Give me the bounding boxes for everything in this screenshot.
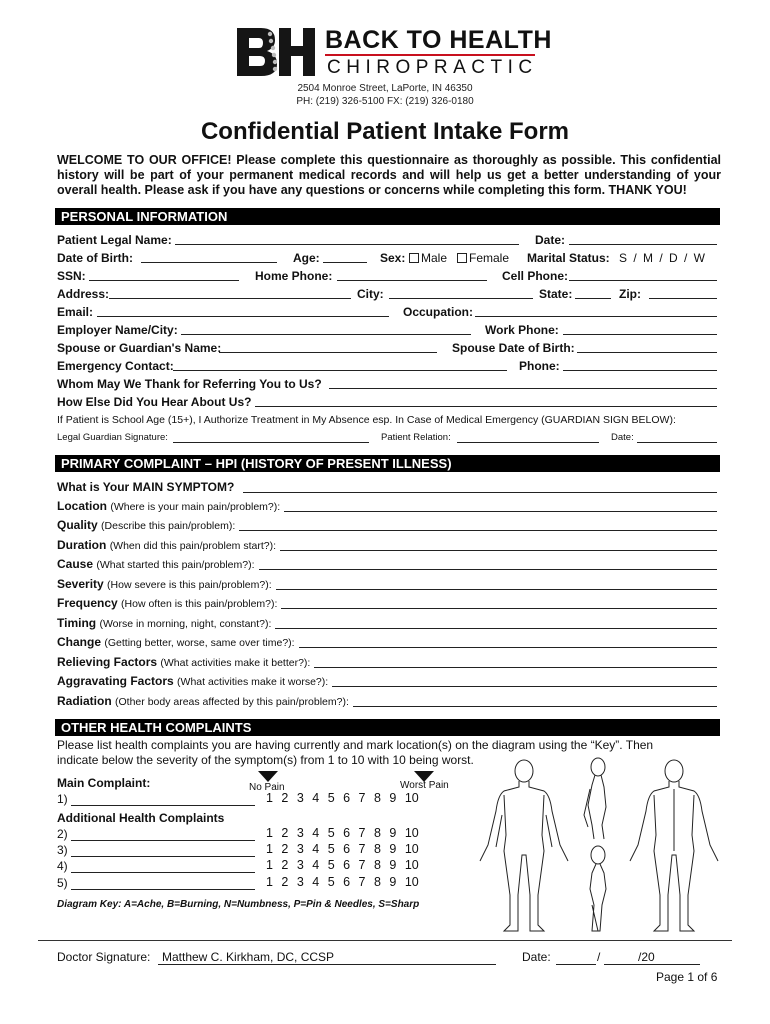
cell-phone-field[interactable]	[569, 280, 717, 281]
hpi-row-change	[57, 633, 719, 651]
male-label: Male	[421, 251, 448, 265]
section-other-header: OTHER HEALTH COMPLAINTS	[55, 719, 720, 736]
complaint-field[interactable]	[71, 843, 255, 857]
hpi-row-aggravating-factors	[57, 672, 719, 690]
occupation-field[interactable]	[475, 316, 717, 317]
footer-divider	[38, 940, 732, 941]
hpi-answer-field[interactable]	[284, 511, 717, 512]
female-checkbox[interactable]	[457, 253, 467, 263]
hpi-row-location	[57, 497, 719, 515]
main-symptom-field[interactable]	[243, 492, 717, 493]
hpi-answer-field[interactable]	[353, 706, 717, 707]
footer-day-field[interactable]	[604, 950, 638, 965]
severity-scale[interactable]: 1 2 3 4 5 6 7 8 9 10	[266, 791, 419, 805]
dob-label: Date of Birth:	[57, 251, 133, 265]
address-label: Address:	[57, 287, 110, 301]
age-field[interactable]	[323, 262, 367, 263]
home-phone-label: Home Phone:	[255, 269, 333, 283]
hpi-label: Frequency	[57, 596, 118, 610]
row-email	[57, 304, 719, 320]
sex-male-option[interactable]	[409, 250, 447, 266]
occupation-label: Occupation:	[403, 305, 474, 319]
hpi-answer-field[interactable]	[280, 550, 717, 551]
home-phone-field[interactable]	[337, 280, 487, 281]
row-ssn	[57, 268, 719, 284]
body-diagram-icon[interactable]	[474, 755, 722, 935]
severity-scale[interactable]: 1 2 3 4 5 6 7 8 9 10	[266, 858, 419, 872]
zip-label: Zip:	[619, 287, 641, 301]
footer-year-prefix: /20	[638, 950, 655, 964]
hpi-label: Location	[57, 499, 107, 513]
hpi-label: Cause	[57, 557, 94, 571]
hpi-answer-field[interactable]	[332, 686, 717, 687]
marital-label: Marital Status:	[527, 251, 610, 265]
hpi-row-duration	[57, 536, 719, 554]
relation-field[interactable]	[457, 442, 599, 443]
spouse-field[interactable]	[219, 352, 437, 353]
hpi-row-timing	[57, 614, 719, 632]
other-instructions-1: Please list health complaints you are having currently and mark location(s) on the diagram using the “Key”. Then	[57, 738, 654, 752]
diagram-key: Diagram Key: A=Ache, B=Burning, N=Numbness, P=Pin & Needles, S=Sharp	[57, 899, 420, 910]
complaint-field[interactable]	[71, 792, 255, 806]
brand-divider	[325, 54, 535, 56]
date-field[interactable]	[569, 244, 717, 245]
footer-date-label: Date:	[522, 950, 551, 964]
spouse-label: Spouse or Guardian's Name:	[57, 341, 222, 355]
main-complaint-label: Main Complaint:	[57, 776, 151, 790]
work-phone-label: Work Phone:	[485, 323, 559, 337]
row-emergency	[57, 358, 719, 374]
row-referral	[57, 376, 719, 392]
brand-name: BACK TO HEALTH	[325, 26, 552, 54]
severity-scale[interactable]: 1 2 3 4 5 6 7 8 9 10	[266, 875, 419, 889]
complaint-number: 5)	[57, 876, 68, 890]
work-phone-field[interactable]	[563, 334, 717, 335]
hpi-answer-field[interactable]	[276, 589, 717, 590]
sex-female-option[interactable]	[457, 250, 509, 266]
complaint-field[interactable]	[71, 876, 255, 890]
hpi-row-cause	[57, 555, 719, 573]
school-age-text: If Patient is School Age (15+), I Authorize Treatment in My Absence esp. In Case of Medical Emergency (GUARDIAN SIGN BELOW):	[57, 414, 676, 426]
welcome-text: WELCOME TO OUR OFFICE! Please complete this questionnaire as thoroughly as possible. This confidential history will be part of your permanent medical records and will help us get a better understanding of your overall health. Please ask if you have any questions or concerns while completing this form. THANK YOU!	[57, 153, 721, 197]
address-field[interactable]	[109, 298, 351, 299]
row-dob	[57, 250, 719, 266]
doctor-name: Matthew C. Kirkham, DC, CCSP	[162, 950, 335, 964]
guardian-date-field[interactable]	[637, 442, 717, 443]
row-address	[57, 286, 719, 302]
hpi-description: (Getting better, worse, same over time?):	[104, 637, 295, 649]
severity-scale[interactable]: 1 2 3 4 5 6 7 8 9 10	[266, 826, 419, 840]
severity-scale[interactable]: 1 2 3 4 5 6 7 8 9 10	[266, 842, 419, 856]
row-name-date	[57, 232, 719, 248]
hpi-answer-field[interactable]	[281, 608, 717, 609]
spouse-dob-field[interactable]	[577, 352, 717, 353]
emergency-phone-field[interactable]	[563, 370, 717, 371]
city-label: City:	[357, 287, 384, 301]
intake-form-page: BACK TO HEALTH CHIROPRACTIC 2504 Monroe Street, LaPorte, IN 46350 PH: (219) 326-5100 FX: (219) 326-0180 Confidential Patient Intake Form WELCOME TO OUR OFFICE! Please complete this questionnaire as thoroughly as possible. This confidential history will be part of your permanent medical records and will help us get a better understanding of your overall health. Please ask if you have any questions or concerns while completing this form. THANK YOU! PERSONAL INFORMATION Patient Legal Name: Date: Date of Birth: Age: Sex: Male Female Marital Status: S / M / D / W SSN: Home Phone: Cell Phone: Address: City: State: Zip: Email: Occupation: Employer Name/City: Work Phone: Spouse or Guardian's Name: Spouse Date of Birth: Emergency Contact: Phone: Whom May We Thank for Referring You to Us? How Else Did You Hear About Us? If Patient is School Age (15+), I Authorize Treatment in My Absence esp. In Case of Medical Emergency (GUARDIAN SIGN BELOW): Legal Guardian Signature: Patient Relation: Date: PRIMARY COMPLAINT – HPI (HISTORY OF PRESENT ILLNESS) What is Your MAIN SYMPTOM? Location (Where is your main pain/problem?): Quality (Describe this pain/problem): Duration (When did this pain/problem start?): Cause (What started this pain/problem?): Severity (How severe is this pain/problem?): Frequency (How often is this pain/problem?): Timing (Worse in morning, night, constant?): Change (Getting better, worse, same over time?): Relieving Factors (What activities make it better?): Aggravating Factors (What activities make it worse?): Radiation (Other body areas affected by this pain/problem?): OTHER HEALTH COMPLAINTS Please list health complaints you are having currently and mark location(s) on the diagram using the “Key”. Then indicate below the severity of the symptom(s) from 1 to 10 with 10 being worst. Main Complaint: No Pain Worst Pain 1) 1 2 3 4 5 6 7 8 9 10 2) 1 2 3 4 5 6 7 8 9 10 3) 1 2 3 4 5 6 7 8 9 10 4) 1 2 3 4 5 6 7 8 9 10 5) 1 2 3 4 5 6 7 8 9 10 Additional Health Complaints Diagram Key: A=Ache, B=Burning, N=Numbness, P=Pin & Needles, S=Sharp Doctor Signature: Matthew C. Kirkham, DC, CCSP Date: / /20 Page 1 of 6	[0, 0, 770, 1024]
other-instructions-2: indicate below the severity of the symptom(s) from 1 to 10 with 10 being worst.	[57, 753, 474, 767]
emergency-label: Emergency Contact:	[57, 359, 174, 373]
hpi-description: (How often is this pain/problem?):	[121, 598, 278, 610]
how-else-field[interactable]	[255, 406, 717, 407]
state-field[interactable]	[575, 298, 611, 299]
male-checkbox[interactable]	[409, 253, 419, 263]
clinic-address: 2504 Monroe Street, LaPorte, IN 46350	[297, 83, 473, 94]
marital-options[interactable]: S / M / D / W	[619, 251, 705, 265]
hpi-main-row	[57, 478, 719, 496]
clinic-phone: PH: (219) 326-5100 FX: (219) 326-0180	[296, 96, 474, 107]
hpi-description: (What started this pain/problem?):	[96, 559, 255, 571]
guardian-date-label: Date:	[611, 432, 634, 443]
complaint-number: 2)	[57, 827, 68, 841]
hpi-label: Radiation	[57, 694, 112, 708]
hpi-label: Severity	[57, 577, 104, 591]
how-else-label: How Else Did You Hear About Us?	[57, 395, 252, 409]
female-label: Female	[469, 251, 510, 265]
hpi-description: (Describe this pain/problem):	[101, 520, 236, 532]
hpi-label: Change	[57, 635, 102, 649]
complaint-number: 4)	[57, 859, 68, 873]
section-hpi-header: PRIMARY COMPLAINT – HPI (HISTORY OF PRESENT ILLNESS)	[55, 455, 720, 472]
sex-label: Sex:	[380, 251, 406, 265]
page-number: Page 1 of 6	[656, 970, 718, 984]
main-symptom-label: What is Your MAIN SYMPTOM?	[57, 480, 235, 494]
section-personal-header: PERSONAL INFORMATION	[55, 208, 720, 225]
zip-field[interactable]	[649, 298, 717, 299]
guardian-sig-label: Legal Guardian Signature:	[57, 432, 168, 443]
patient-name-field[interactable]	[175, 244, 519, 245]
hpi-label: Timing	[57, 616, 97, 630]
complaint-number: 3)	[57, 843, 68, 857]
hpi-description: (Other body areas affected by this pain/problem?):	[115, 696, 349, 708]
hpi-row-frequency	[57, 594, 719, 612]
hpi-description: (What activities make it worse?):	[177, 676, 329, 688]
additional-complaints-label: Additional Health Complaints	[57, 811, 225, 825]
complaint-field[interactable]	[71, 859, 255, 873]
hpi-answer-field[interactable]	[299, 647, 717, 648]
emergency-phone-label: Phone:	[519, 359, 560, 373]
no-pain-label: No Pain	[249, 782, 285, 793]
referral-label: Whom May We Thank for Referring You to Us?	[57, 377, 322, 391]
hpi-answer-field[interactable]	[275, 628, 717, 629]
hpi-description: (What activities make it better?):	[160, 657, 311, 669]
cell-phone-label: Cell Phone:	[502, 269, 569, 283]
ssn-field[interactable]	[89, 280, 239, 281]
hpi-row-radiation	[57, 692, 719, 710]
hpi-row-relieving-factors	[57, 653, 719, 671]
city-field[interactable]	[389, 298, 533, 299]
patient-name-label: Patient Legal Name:	[57, 233, 172, 247]
worst-pain-label: Worst Pain	[400, 780, 449, 791]
row-spouse	[57, 340, 719, 356]
hpi-description: (When did this pain/problem start?):	[109, 540, 277, 552]
employer-label: Employer Name/City:	[57, 323, 178, 337]
hpi-description: (Worse in morning, night, constant?):	[99, 618, 272, 630]
email-field[interactable]	[97, 316, 389, 317]
complaint-field[interactable]	[71, 827, 255, 841]
bh-logo-icon	[235, 24, 319, 80]
hpi-answer-field[interactable]	[259, 569, 717, 570]
row-how-else	[57, 394, 719, 410]
ssn-label: SSN:	[57, 269, 86, 283]
hpi-answer-field[interactable]	[239, 530, 717, 531]
page-title: Confidential Patient Intake Form	[200, 118, 570, 145]
footer-month-field[interactable]	[556, 950, 596, 965]
brand-subtitle: CHIROPRACTIC	[327, 57, 538, 78]
dob-field[interactable]	[141, 262, 277, 263]
hpi-label: Aggravating Factors	[57, 674, 174, 688]
hpi-row-quality	[57, 516, 719, 534]
referral-field[interactable]	[329, 388, 717, 389]
row-guardian	[57, 430, 719, 446]
spouse-dob-label: Spouse Date of Birth:	[452, 341, 575, 355]
hpi-description: (How severe is this pain/problem?):	[107, 579, 272, 591]
hpi-label: Relieving Factors	[57, 655, 158, 669]
doctor-signature-label: Doctor Signature:	[57, 950, 151, 964]
age-label: Age:	[293, 251, 320, 265]
hpi-label: Quality	[57, 518, 98, 532]
date-label: Date:	[535, 233, 566, 247]
row-employer	[57, 322, 719, 338]
clinic-logo	[235, 24, 552, 80]
hpi-answer-field[interactable]	[314, 667, 717, 668]
email-label: Email:	[57, 305, 94, 319]
doctor-signature-field[interactable]	[158, 950, 496, 965]
employer-field[interactable]	[181, 334, 471, 335]
hpi-description: (Where is your main pain/problem?):	[110, 501, 281, 513]
relation-label: Patient Relation:	[381, 432, 451, 443]
footer-year-field[interactable]	[638, 950, 700, 965]
complaint-number: 1)	[57, 792, 68, 806]
hpi-row-severity	[57, 575, 719, 593]
guardian-sig-field[interactable]	[173, 442, 369, 443]
emergency-field[interactable]	[173, 370, 507, 371]
row-school-age	[57, 412, 719, 428]
hpi-label: Duration	[57, 538, 107, 552]
state-label: State:	[539, 287, 573, 301]
